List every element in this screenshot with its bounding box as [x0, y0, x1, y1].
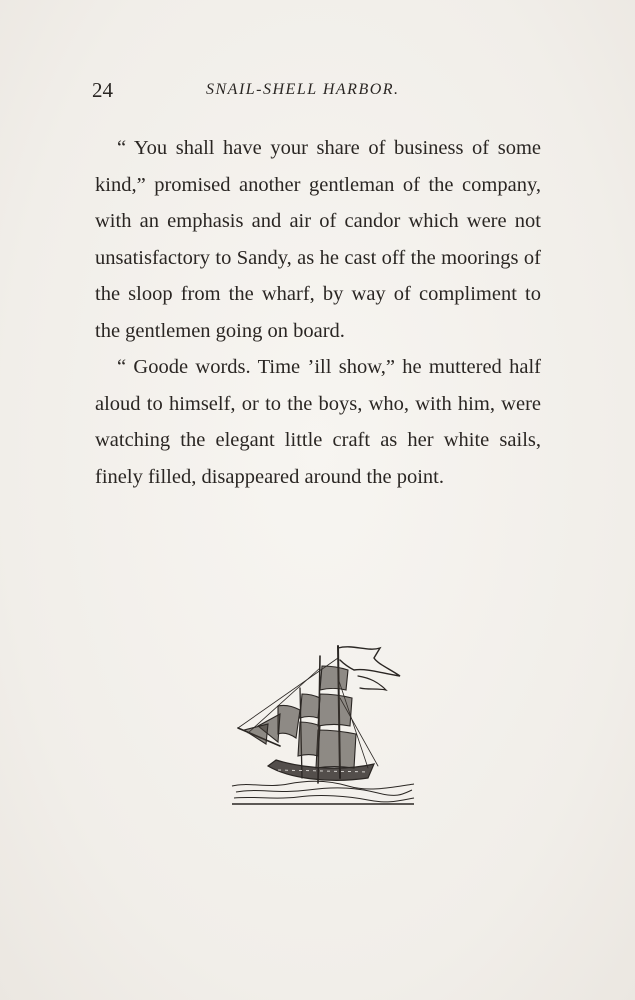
paragraph-2: “ Goode words. Time ’ill show,” he muttered half aloud to himself, or to the boys, who, with him, were watching the elegant little craft as her white sails, finely filled, disappeared around the point.	[95, 356, 541, 488]
running-head: SNAIL-SHELL HARBOR.	[206, 81, 400, 98]
page-header	[92, 78, 542, 108]
page-number: 24	[92, 78, 113, 102]
body-text	[95, 130, 541, 495]
paragraph-1: “ You shall have your share of business of some kind,” promised another gentleman of the company, with an emphasis and air of candor which were not unsatisfactory to Sandy, as he cast off the moorings of the sloop from the wharf, by way of compliment to the gentlemen going on board.	[95, 137, 541, 342]
sailing-ship-icon	[228, 638, 418, 813]
